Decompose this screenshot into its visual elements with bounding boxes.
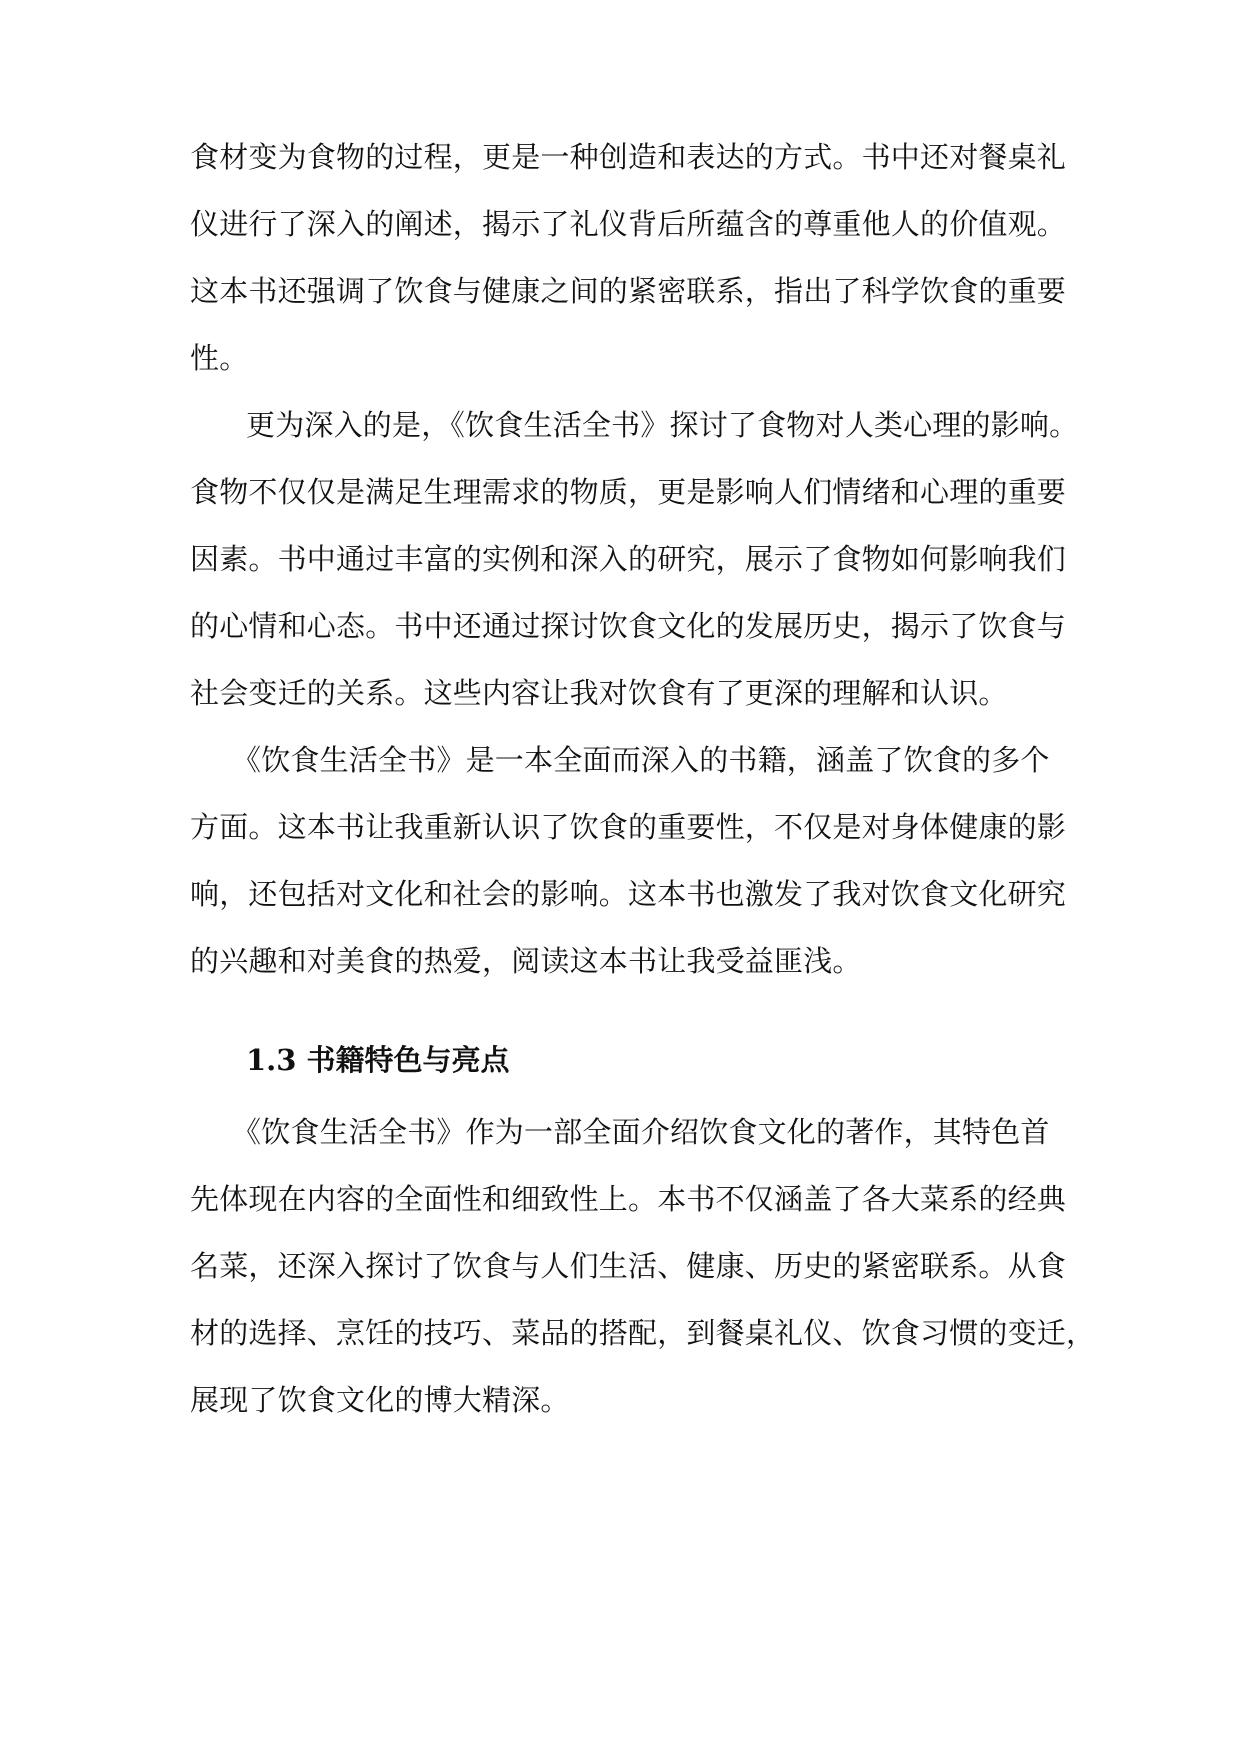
- paragraph-line: 响，还包括对文化和社会的影响。这本书也激发了我对饮食文化研究: [190, 877, 1067, 911]
- section-heading: 1.3 书籍特色与亮点: [246, 1043, 510, 1077]
- paragraph-line: 社会变迁的关系。这些内容让我对饮食有了更深的理解和认识。: [190, 676, 1008, 710]
- paragraph-line: 《饮食生活全书》是一本全面而深入的书籍，涵盖了饮食的多个: [232, 743, 1050, 777]
- paragraph-line: 食物不仅仅是满足生理需求的物质，更是影响人们情绪和心理的重要: [190, 475, 1067, 509]
- paragraph-line: 更为深入的是，《饮食生活全书》探讨了食物对人类心理的影响。: [246, 408, 1079, 442]
- paragraph-line: 的心情和心态。书中还通过探讨饮食文化的发展历史，揭示了饮食与: [190, 609, 1067, 643]
- paragraph-line: 因素。书中通过丰富的实例和深入的研究，展示了食物如何影响我们: [190, 542, 1067, 576]
- paragraph-line: 的兴趣和对美食的热爱，阅读这本书让我受益匪浅。: [190, 944, 862, 978]
- paragraph-line: 性。: [190, 341, 249, 375]
- paragraph-line: 方面。这本书让我重新认识了饮食的重要性，不仅是对身体健康的影: [190, 810, 1067, 844]
- paragraph-line: 食材变为食物的过程，更是一种创造和表达的方式。书中还对餐桌礼: [190, 140, 1067, 174]
- paragraph-line: 《饮食生活全书》作为一部全面介绍饮食文化的著作，其特色首: [232, 1115, 1050, 1149]
- paragraph-line: 材的选择、烹饪的技巧、菜品的搭配，到餐桌礼仪、饮食习惯的变迁，: [190, 1316, 1096, 1350]
- paragraph-line: 这本书还强调了饮食与健康之间的紧密联系，指出了科学饮食的重要: [190, 274, 1067, 308]
- paragraph-line: 展现了饮食文化的博大精深。: [190, 1383, 570, 1417]
- paragraph-line: 仪进行了深入的阐述，揭示了礼仪背后所蕴含的尊重他人的价值观。: [190, 207, 1067, 241]
- paragraph-line: 先体现在内容的全面性和细致性上。本书不仅涵盖了各大菜系的经典: [190, 1182, 1067, 1216]
- paragraph-line: 名菜，还深入探讨了饮食与人们生活、健康、历史的紧密联系。从食: [190, 1249, 1067, 1283]
